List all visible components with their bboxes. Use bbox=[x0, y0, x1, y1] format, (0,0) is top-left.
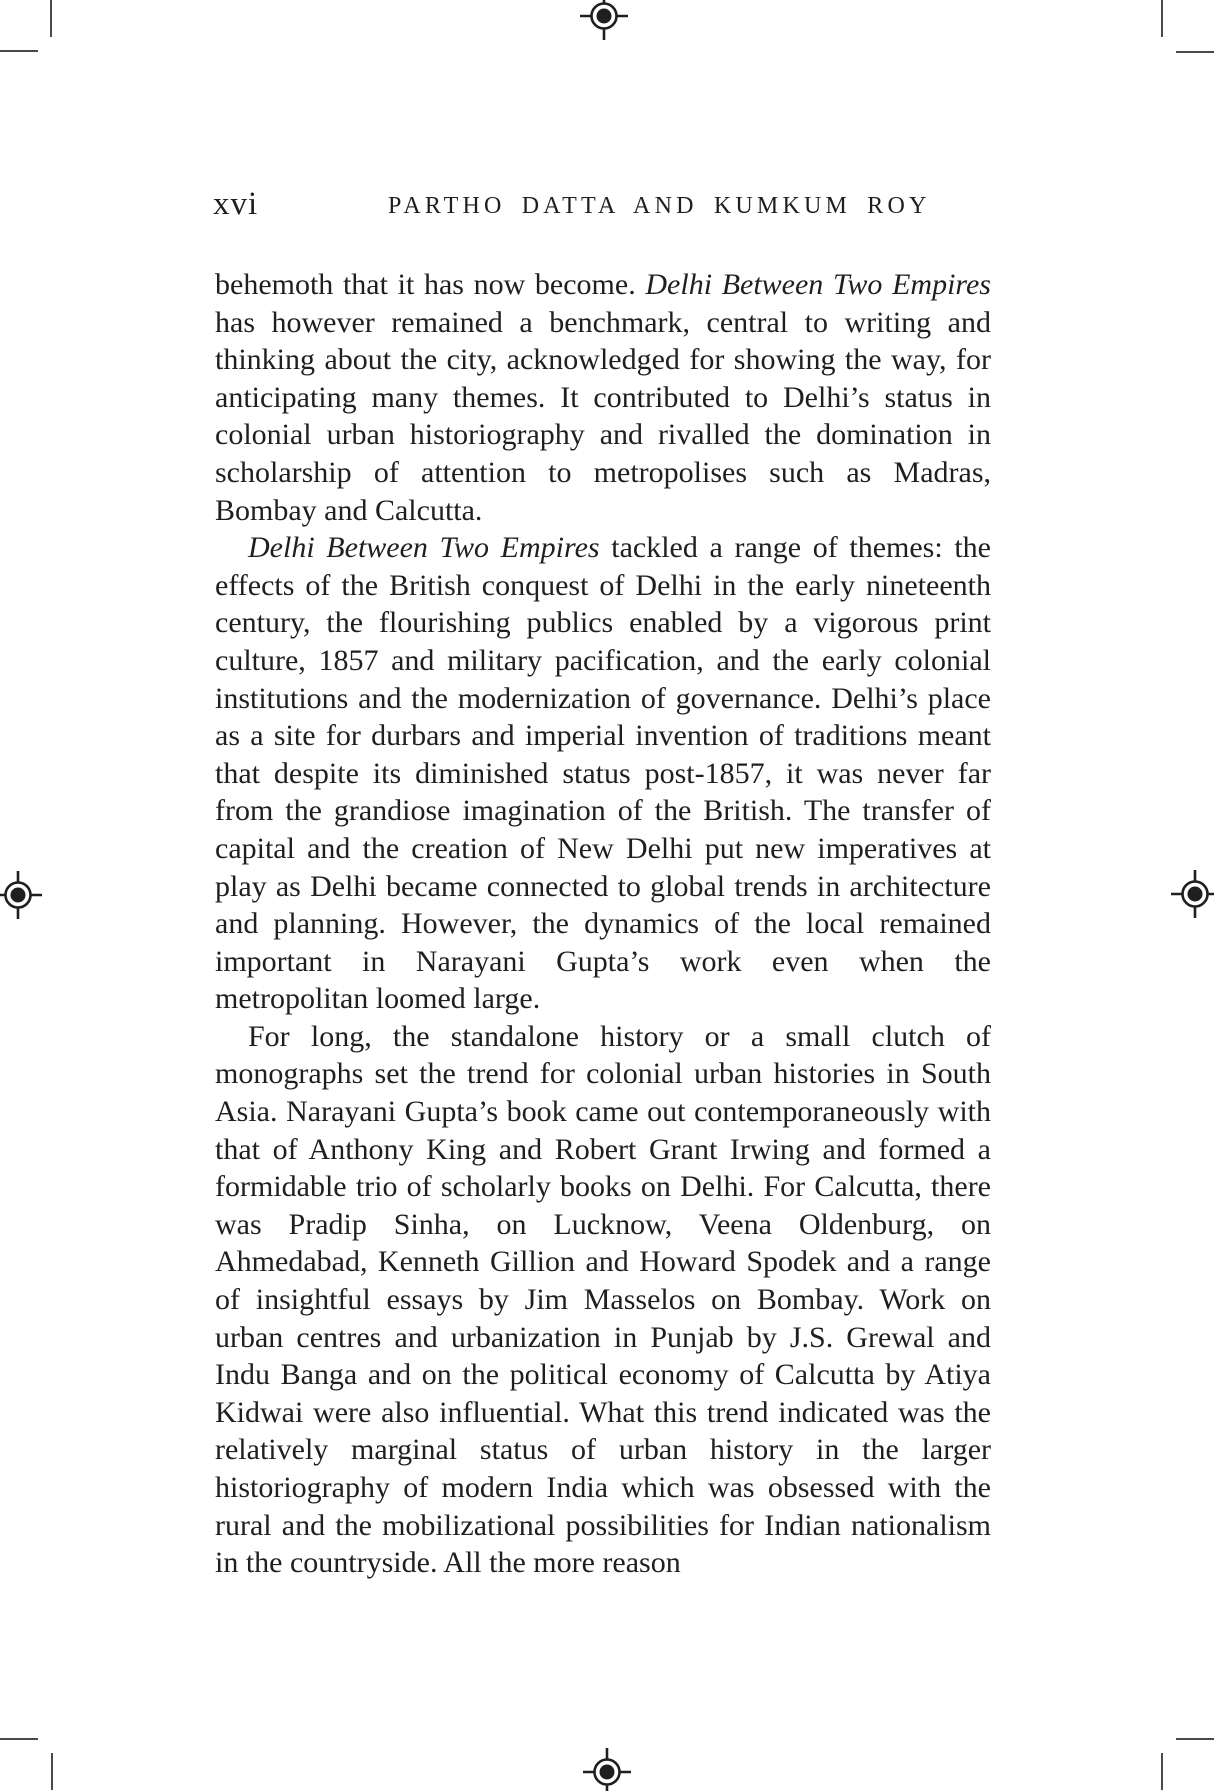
text-run: tackled a range of themes: the effects of the British conquest of Delhi in the early nineteenth century, the flourishing publics enabled by a vigorous print culture, 1857 and military pacification, and the early colonial institutions and the modernization of governance. Delhi’s place as a site for durbars and imperial invention of traditions meant that despite its diminished status post-1857, it was never far from the grandiose imagination of the British. The transfer of capital and the creation of New Delhi put new imperatives at play as Delhi became connected to global trends in architecture and planning. However, the dynamics of the local remained important in Narayani Gupta’s work even when the metropolitan loomed large. bbox=[215, 531, 991, 1016]
crop-mark-bottom-right-vertical bbox=[1161, 1753, 1163, 1790]
paragraph bbox=[215, 266, 991, 529]
registration-target-icon bbox=[0, 871, 42, 919]
registration-target-icon bbox=[1171, 870, 1214, 918]
registration-target-icon bbox=[580, 0, 628, 40]
paragraph bbox=[215, 1018, 991, 1582]
paragraph bbox=[215, 529, 991, 1018]
text-run: behemoth that it has now become. bbox=[215, 268, 646, 301]
crop-mark-top-right-vertical bbox=[1161, 0, 1163, 37]
crop-mark-bottom-right-horizontal bbox=[1176, 1738, 1214, 1740]
crop-mark-top-right-horizontal bbox=[1176, 51, 1214, 53]
book-title-italic: Delhi Between Two Empires bbox=[248, 531, 600, 565]
text-run: For long, the standalone history or a small clutch of monographs set the trend for colonial urban histories in South Asia. Narayani Gupta’s book came out contemporaneously with that of Anthony King and Robert Grant Irwing and formed a formidable trio of scholarly books on Delhi. For Calcutta, there was Pradip Sinha, on Lucknow, Veena Oldenburg, on Ahmedabad, Kenneth Gillion and Howard Spodek and a range of insightful essays by Jim Masselos on Bombay. Work on urban centres and urbanization in Punjab by J.S. Grewal and Indu Banga and on the political economy of Calcutta by Atiya Kidwai were also influential. What this trend indicated was the relatively marginal status of urban history in the larger historiography of modern India which was obsessed with the rural and the mobilizational possibilities for Indian nationalism in the countryside. All the more reason bbox=[215, 1019, 991, 1580]
page-number: xvi bbox=[213, 186, 259, 222]
crop-mark-top-left-vertical bbox=[50, 0, 52, 37]
page-header bbox=[0, 186, 1214, 226]
book-title-italic: Delhi Between Two Empires bbox=[645, 268, 991, 301]
running-head: PARTHO DATTA AND KUMKUM ROY bbox=[388, 193, 931, 219]
crop-mark-top-left-horizontal bbox=[0, 50, 38, 52]
crop-mark-bottom-left-vertical bbox=[51, 1753, 53, 1790]
crop-mark-bottom-left-horizontal bbox=[0, 1738, 38, 1740]
text-run: has however remained a benchmark, central to writing and thinking about the city, acknowledged for showing the way, for anticipating many themes. It contributed to Delhi’s status in colonial urban historiography and rivalled the domination in scholarship of attention to metropolises such as Madras, Bombay and Calcutta. bbox=[215, 305, 991, 527]
registration-target-icon bbox=[583, 1748, 631, 1791]
body-paragraphs bbox=[215, 266, 991, 1582]
